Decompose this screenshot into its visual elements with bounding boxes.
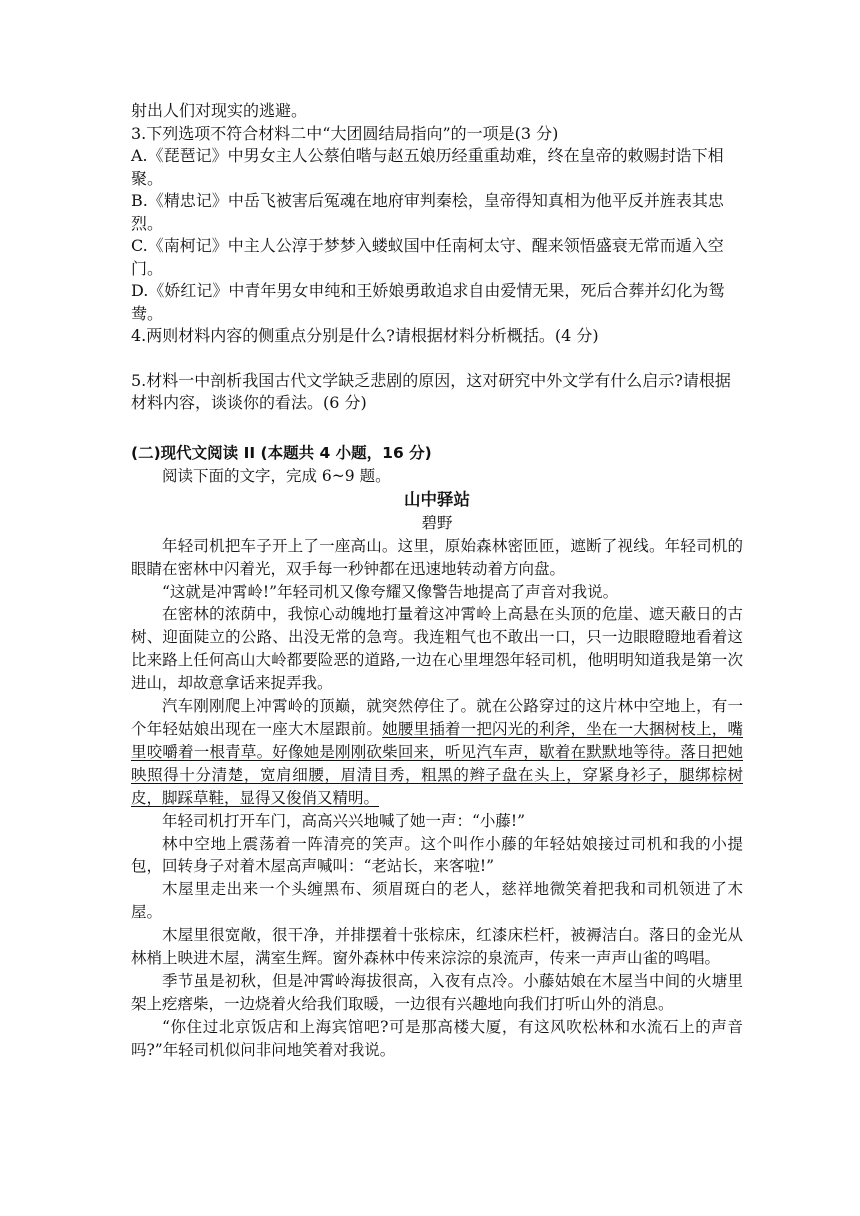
- continued-line: 射出人们对现实的逃避。: [131, 101, 308, 120]
- section-heading: (二)现代文阅读 II (本题共 4 小题，16 分): [131, 444, 432, 462]
- article-title: 山中驿站: [404, 489, 470, 509]
- paragraph: 年轻司机把车子开上了一座高山。这里，原始森林密匝匝，遮断了视线。年轻司机的眼睛在密林中闪着光，双手每一秒钟都在迅速地转动着方向盘。: [131, 536, 743, 578]
- article-author: 碧野: [421, 513, 453, 532]
- paragraph: 在密林的浓荫中，我惊心动魄地打量着这冲霄岭上高悬在头顶的危崖、遮天蔽日的古树、迎面陡立的公路、出没无常的急弯。我连粗气也不敢出一口，只一边眼瞪瞪地看着这比来路上任何高山大岭都要险恶的道路,一边在心里埋怨年轻司机，他明明知道我是第一次进山，却故意拿话来捉弄我。: [131, 605, 743, 693]
- paragraph: 林中空地上震荡着一阵清亮的笑声。这个叫作小藤的年轻姑娘接过司机和我的小提包，回转身子对着木屋高声喊叫：“老站长，来客啦!”: [131, 834, 743, 876]
- question-3-option-a: A.《琵琶记》中男女主人公蔡伯喈与赵五娘历经重重劫难，终在皇帝的敕赐封诰下相聚。: [131, 146, 724, 188]
- paragraph: 木屋里很宽敞，很干净，并排摆着十张棕床，红漆床栏杆，被褥洁白。落日的金光从林梢上映进木屋，满室生辉。窗外森林中传来淙淙的泉流声，传来一声声山雀的鸣唱。: [131, 926, 743, 968]
- paragraph: 年轻司机打开车门，高高兴兴地喊了她一声：“小藤!”: [162, 811, 526, 830]
- questions-section: [131, 100, 743, 415]
- question-3-option-b: B.《精忠记》中岳飞被害后冤魂在地府审判秦桧，皇帝得知真相为他平反并旌表其忠烈。: [131, 191, 724, 233]
- paragraph-text: 汽车刚刚爬上冲霄岭的顶巅，就突然停住了。就在公路穿过的这片林中空地上，有一个年轻姑娘出现在一座大木屋跟前。: [131, 697, 743, 738]
- question-4: 4.两则材料内容的侧重点分别是什么?请根据材料分析概括。(4 分): [131, 326, 599, 345]
- paragraph: 木屋里走出来一个头缠黑布、须眉斑白的老人，慈祥地微笑着把我和司机领进了木屋。: [131, 880, 743, 922]
- question-5: 5.材料一中剖析我国古代文学缺乏悲剧的原因，这对研究中外文学有什么启示?请根据材料内容，谈谈你的看法。(6 分): [131, 370, 731, 412]
- paragraph: 季节虽是初秋，但是冲霄岭海拔很高，入夜有点冷。小藤姑娘在木屋当中间的火塘里架上疙瘩柴，一边烧着火给我们取暖，一边很有兴趣地向我们打听山外的消息。: [131, 971, 743, 1013]
- answer-space-4: [131, 348, 743, 370]
- paragraph: “你住过北京饭店和上海宾馆吧?可是那高楼大厦，有这风吹松林和水流石上的声音吗?”年轻司机似问非问地笑着对我说。: [131, 1017, 743, 1059]
- underlined-passage: 她腰里插着一把闪光的利斧，坐在一大捆树枝上，嘴里咬嚼着一根青草。好像她是刚刚砍柴回来，听见汽车声，歇着在默默地等待。落日把她映照得十分清楚，宽肩细腰，眉清目秀，粗黑的辫子盘在头上，穿紧身衫子，腿绑棕树皮，脚踩草鞋，显得又俊俏又精明。: [131, 719, 743, 807]
- question-3-option-c: C.《南柯记》中主人公淳于梦梦入蝼蚁国中任南柯太守、醒来领悟盛衰无常而遁入空门。: [131, 236, 724, 278]
- reading-section: [131, 442, 743, 1062]
- paragraph-with-underline: [131, 695, 743, 810]
- instruction: 阅读下面的文字，完成 6~9 题。: [162, 466, 391, 485]
- question-3-option-d: D.《娇红记》中青年男女申纯和王娇娘勇敢追求自由爱情无果，死后合葬并幻化为鸳鸯。: [131, 281, 725, 323]
- question-3-stem: 3.下列选项不符合材料二中“大团圆结局指向”的一项是(3 分): [131, 123, 559, 143]
- paragraph: “这就是冲霄岭!”年轻司机又像夸耀又像警告地提高了声音对我说。: [162, 582, 619, 601]
